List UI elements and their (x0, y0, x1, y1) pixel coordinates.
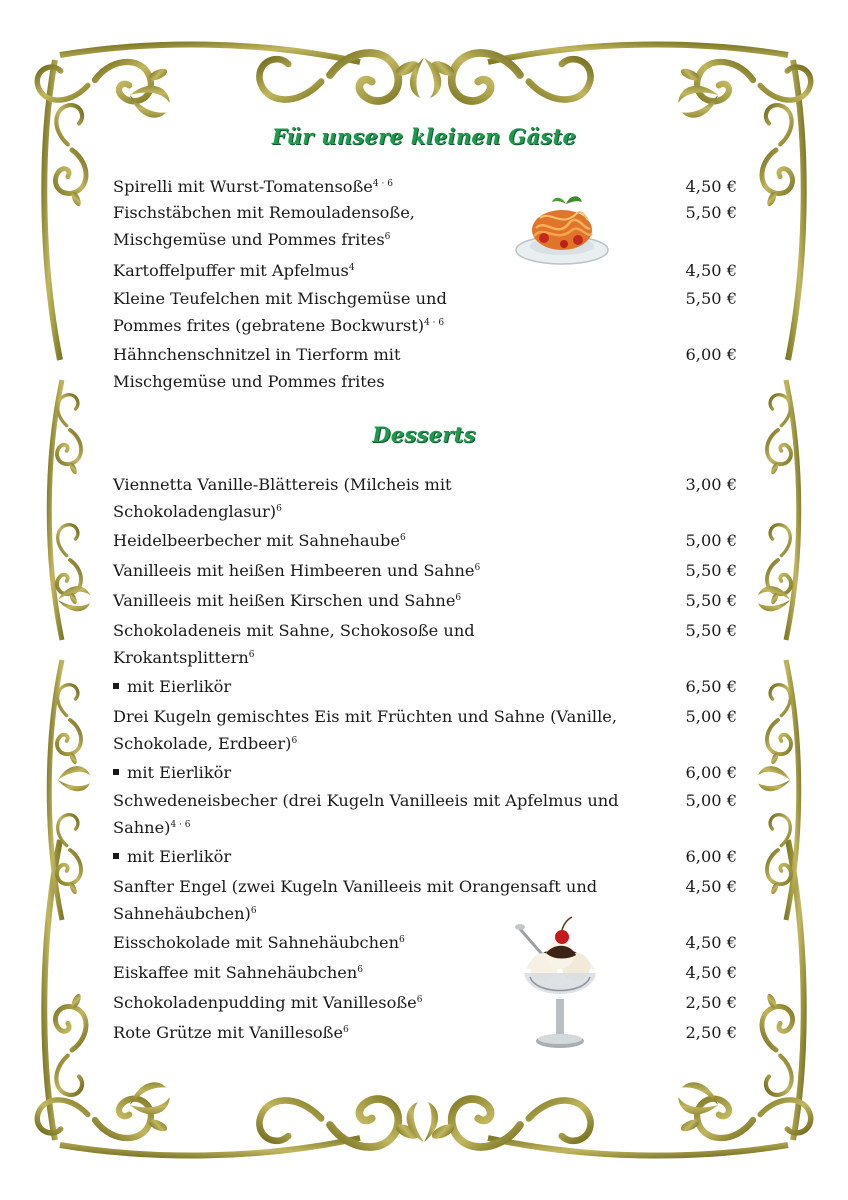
menu-item-text: Krokantsplittern (113, 648, 249, 667)
allergen-footnote: 4 · 6 (372, 179, 393, 189)
menu-item-text: Spirelli mit Wurst-Tomatensoße (113, 177, 373, 196)
menu-item-text: Schwedeneisbecher (drei Kugeln Vanilleeis mit Apfelmus und (113, 791, 619, 810)
menu-item-text: Mischgemüse und Pommes frites (113, 372, 385, 391)
allergen-footnote: 6 (276, 504, 282, 514)
menu-item-line (113, 617, 673, 644)
menu-item-line (113, 312, 673, 339)
menu-item-line (113, 587, 673, 614)
menu-item-text: Vanilleeis mit heißen Kirschen und Sahne (113, 591, 456, 610)
menu-item-text: Schokolade, Erdbeer) (113, 734, 292, 753)
menu-item-line (113, 843, 673, 870)
allergen-footnote: 6 (248, 650, 255, 660)
menu-item (113, 285, 673, 339)
allergen-footnote: 4 (348, 263, 355, 273)
menu-item-text: Sahnehäubchen) (113, 904, 251, 923)
menu-item-price: 4,50 € (685, 261, 737, 280)
menu-item (113, 759, 673, 786)
menu-item-text: Sanfter Engel (zwei Kugeln Vanilleeis mit Orangensaft und (113, 877, 598, 896)
menu-item (113, 703, 673, 757)
menu-item-line (113, 341, 673, 368)
menu-item-line (113, 730, 673, 757)
menu-item-text: Schokoladeneis mit Sahne, Schokosoße und (113, 621, 475, 640)
menu-item-text: Rote Grütze mit Vanillesoße (113, 1023, 344, 1042)
menu-item-text: Kartoffelpuffer mit Apfelmus (113, 261, 349, 280)
menu-item-text: Kleine Teufelchen mit Mischgemüse und (113, 289, 447, 308)
menu-item-price: 2,50 € (685, 1023, 737, 1042)
menu-item-line (113, 673, 673, 700)
menu-item-text: Eiskaffee mit Sahnehäubchen (113, 963, 358, 982)
menu-item-text: Eisschokolade mit Sahnehäubchen (113, 933, 400, 952)
menu-item-price: 2,50 € (685, 993, 737, 1012)
menu-item (113, 471, 673, 525)
menu-item-price: 4,50 € (685, 963, 737, 982)
menu-item-line (113, 703, 673, 730)
bullet-icon (113, 683, 119, 689)
menu-item-text: Heidelbeerbecher mit Sahnehaube (113, 531, 400, 550)
menu-item-line (113, 471, 673, 498)
menu-item-price: 5,00 € (685, 531, 737, 550)
menu-item-price: 6,00 € (685, 345, 737, 364)
menu-item-price: 6,50 € (685, 677, 737, 696)
spaghetti-plate-icon (514, 188, 610, 268)
menu-item-text: Vanilleeis mit heißen Himbeeren und Sahne (113, 561, 475, 580)
allergen-footnote: 6 (455, 593, 462, 603)
menu-item-text: Schokoladenglasur) (113, 502, 277, 521)
menu-item-price: 5,00 € (685, 707, 737, 726)
allergen-footnote: 4 · 6 (170, 820, 191, 830)
menu-item-price: 5,50 € (685, 591, 737, 610)
bullet-icon (113, 853, 119, 859)
menu-item (113, 587, 673, 614)
menu-item-text: Schokoladenpudding mit Vanillesoße (113, 993, 417, 1012)
allergen-footnote: 6 (250, 906, 257, 916)
menu-item-price: 5,50 € (685, 561, 737, 580)
bullet-icon (113, 769, 119, 775)
menu-item (113, 527, 673, 554)
menu-item-text: Fischstäbchen mit Remouladensoße, (113, 203, 415, 222)
menu-item-line (113, 787, 673, 814)
menu-item (113, 787, 673, 841)
menu-item-price: 4,50 € (685, 933, 737, 952)
menu-item-text: mit Eierlikör (127, 763, 232, 782)
ice-cream-sundae-icon (514, 915, 606, 1057)
menu-item-line (113, 814, 673, 841)
menu-item-line (113, 759, 673, 786)
section-heading-desserts: Desserts (372, 422, 476, 447)
menu-item-text: Hähnchenschnitzel in Tierform mit (113, 345, 401, 364)
menu-item-line (113, 527, 673, 554)
menu-item-line (113, 498, 673, 525)
menu-item-line (113, 557, 673, 584)
allergen-footnote: 6 (416, 995, 423, 1005)
menu-item (113, 617, 673, 671)
menu-item-price: 3,00 € (685, 475, 737, 494)
menu-item (113, 673, 673, 700)
allergen-footnote: 6 (399, 533, 406, 543)
allergen-footnote: 6 (357, 965, 364, 975)
allergen-footnote: 6 (291, 736, 298, 746)
menu-item-text: mit Eierlikör (127, 847, 232, 866)
menu-item-text: Pommes frites (gebratene Bockwurst) (113, 316, 425, 335)
menu-item-text: Sahne) (113, 818, 171, 837)
allergen-footnote: 4 · 6 (424, 318, 445, 328)
menu-item (113, 341, 673, 395)
menu-item-price: 5,00 € (685, 791, 737, 810)
menu-item (113, 557, 673, 584)
menu-item-price: 6,00 € (685, 847, 737, 866)
menu-item-price: 4,50 € (685, 877, 737, 896)
allergen-footnote: 6 (399, 935, 405, 945)
allergen-footnote: 6 (343, 1025, 349, 1035)
menu-item-line (113, 644, 673, 671)
menu-item-line (113, 368, 673, 395)
allergen-footnote: 6 (474, 563, 481, 573)
section-heading-kids: Für unsere kleinen Gäste (271, 124, 577, 149)
menu-item-price: 5,50 € (685, 203, 737, 222)
menu-item-price: 6,00 € (685, 763, 737, 782)
menu-item-text: mit Eierlikör (127, 677, 232, 696)
menu-item (113, 843, 673, 870)
menu-item-text: Mischgemüse und Pommes frites (113, 230, 385, 249)
allergen-footnote: 6 (384, 232, 391, 242)
menu-item-price: 5,50 € (685, 289, 737, 308)
menu-item-line (113, 873, 673, 900)
menu-item-text: Drei Kugeln gemischtes Eis mit Früchten und Sahne (Vanille, (113, 707, 617, 726)
menu-item-price: 5,50 € (685, 621, 737, 640)
menu-item-price: 4,50 € (685, 177, 737, 196)
menu-item-line (113, 285, 673, 312)
menu-item-text: Viennetta Vanille-Blättereis (Milcheis mit (113, 475, 452, 494)
